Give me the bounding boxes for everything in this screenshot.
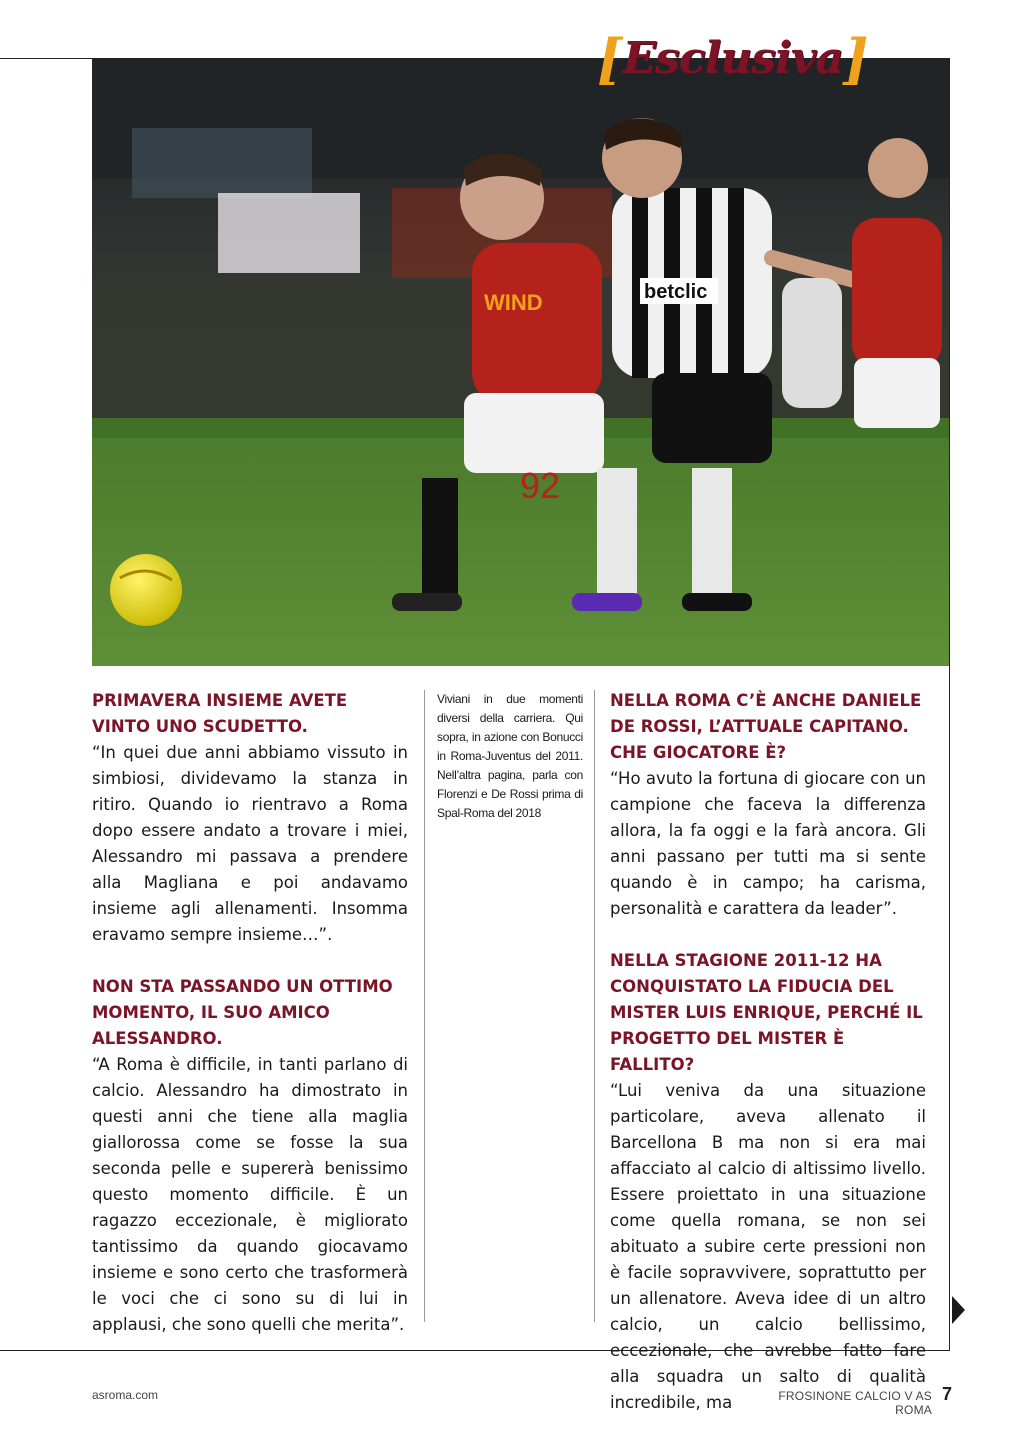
footer-magazine: FROSINONE CALCIO V AS ROMA: [778, 1389, 932, 1417]
top-rule: [0, 58, 92, 59]
answer: “Lui veniva da una situazione particolare, aveva allenato il Barcellona B ma non si era mai affacciato al calcio di altissimo livello. Essere proiettato in una situazione come quella romana, se non sei abituato a subire certe pressioni non è facile sopravvivere, soprattutto per un allenatore. Aveva idee di un altro calcio, un calcio bellissimo, eccezionale, che avrebbe fatto fare alla squadra un salto di qualità incredibile, ma: [610, 1081, 926, 1412]
logo-bracket-close: ]: [842, 27, 869, 91]
question: NELLA ROMA C’È ANCHE DANIELE DE ROSSI, L’ATTUALE CAPITANO. CHE GIOCATORE È?: [610, 691, 922, 762]
column-divider: [424, 690, 425, 1322]
question: NELLA STAGIONE 2011-12 HA CONQUISTATO LA FIDUCIA DEL MISTER LUIS ENRIQUE, PERCHÉ IL PROGETTO DEL MISTER È FALLITO?: [610, 951, 923, 1074]
left-column: [92, 688, 408, 1338]
footer-right: [742, 1384, 952, 1417]
answer: “A Roma è difficile, in tanti parlano di calcio. Alessandro ha dimostrato in questi anni che tiene alla maglia giallorossa come se fosse la sua seconda pelle e supererà benissimo questo momento difficile. È un ragazzo eccezionale, è migliorato tantissimo da quando giocavamo insieme e sono certo che trasformerà le voci che ci sono su di lui in applausi, che sono quelli che merita”.: [92, 1055, 408, 1334]
right-rule: [949, 58, 950, 1350]
right-column: [610, 688, 926, 1416]
shirt-number: 92: [520, 465, 561, 506]
question: NON STA PASSANDO UN OTTIMO MOMENTO, IL SUO AMICO ALESSANDRO.: [92, 977, 393, 1048]
answer: “Ho avuto la fortuna di giocare con un campione che faceva la differenza allora, la fa oggi e la farà ancora. Gli anni passano per tutti ma si sente quando è in campo; ha carisma, personalità e carattera da leader”.: [610, 769, 926, 918]
sponsor-left: WIND: [484, 290, 543, 315]
continue-arrow-icon: [952, 1296, 965, 1324]
column-divider: [594, 690, 595, 1322]
section-logo: [597, 24, 867, 94]
section-title: Esclusiva: [622, 33, 843, 84]
photo-caption: Viviani in due momenti diversi della carriera. Qui sopra, in azione con Bonucci in Roma-Juventus del 2011. Nell’altra pagina, parla con Florenzi e De Rossi prima di Spal-Roma del 2018: [437, 692, 583, 820]
page-number: 7: [941, 1384, 952, 1404]
logo-bracket-open: [: [597, 27, 623, 91]
match-photo: [92, 58, 949, 666]
sponsor-right: betclic: [644, 281, 708, 303]
footer-website: asroma.com: [92, 1388, 159, 1402]
answer: “In quei due anni abbiamo vissuto in simbiosi, dividevamo la stanza in ritiro. Quando io rientravo a Roma dopo essere andato a trovare i miei, Alessandro mi passava a prendere alla Magliana e poi andavamo insieme agli allenamenti. Insomma eravamo sempre insieme…”.: [92, 743, 408, 944]
question: PRIMAVERA INSIEME AVETE VINTO UNO SCUDETTO.: [92, 691, 348, 736]
